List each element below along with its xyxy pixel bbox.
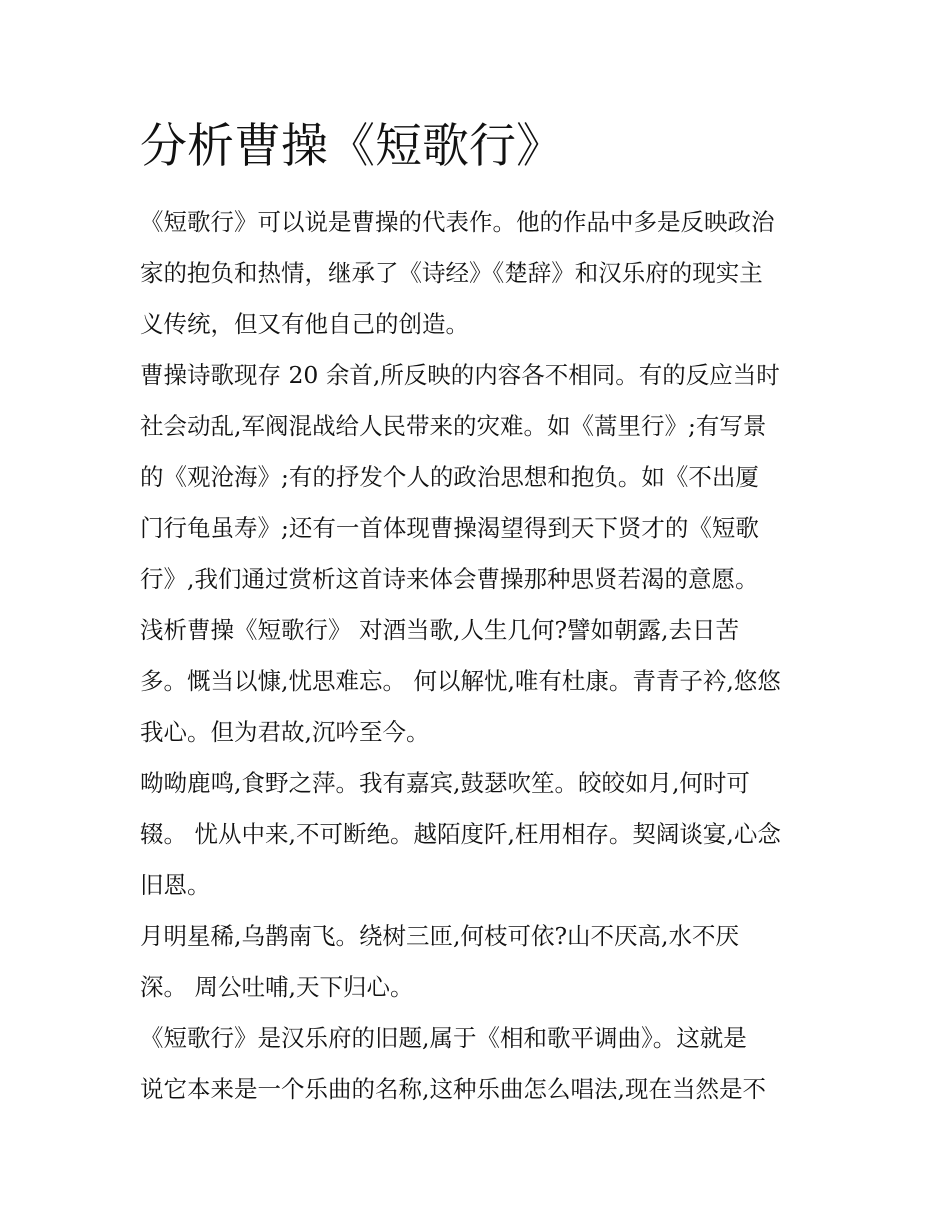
text-line: 的《观沧海》;有的抒发个人的政治思想和抱负。如《不出厦	[140, 463, 759, 491]
text-line: 月明星稀,乌鹊南飞。绕树三匝,何枝可依?山不厌高,水不厌	[140, 922, 740, 950]
text-line: 浅析曹操《短歌行》 对酒当歌,人生几何?譬如朝露,去日苦	[140, 616, 740, 644]
text-line: 说它本来是一个乐曲的名称,这种乐曲怎么唱法,现在当然是不	[140, 1075, 766, 1103]
text-line: 义传统，但又有他自己的创造。	[140, 310, 469, 338]
text-line: 旧恩。	[140, 871, 211, 899]
text-line: 社会动乱,军阀混战给人民带来的灾难。如《蒿里行》;有写景	[140, 412, 767, 440]
text-line: 曹操诗歌现存 20 余首,所反映的内容各不相同。有的反应当时	[140, 361, 780, 389]
text-line: 门行龟虽寿》;还有一首体现曹操渴望得到天下贤才的《短歌	[140, 514, 759, 542]
text-line: 行》,我们通过赏析这首诗来体会曹操那种思贤若渴的意愿。	[140, 565, 759, 593]
document-title: 分析曹操《短歌行》	[140, 119, 563, 174]
text-line: 呦呦鹿鸣,食野之萍。我有嘉宾,鼓瑟吹笙。皎皎如月,何时可	[140, 769, 750, 797]
text-line: 深。 周公吐哺,天下归心。	[140, 973, 414, 1001]
text-line: 多。慨当以慷,忧思难忘。 何以解忧,唯有杜康。青青子衿,悠悠	[140, 667, 781, 695]
text-line: 家的抱负和热情，继承了《诗经》《楚辞》和汉乐府的现实主	[140, 259, 763, 287]
text-line: 辍。 忧从中来,不可断绝。越陌度阡,枉用相存。契阔谈宴,心念	[140, 820, 781, 848]
text-line: 我心。但为君故,沉吟至今。	[140, 718, 430, 746]
text-line: 《短歌行》是汉乐府的旧题,属于《相和歌平调曲》。这就是	[140, 1024, 747, 1052]
document-page	[140, 0, 820, 1229]
text-line: 《短歌行》可以说是曹操的代表作。他的作品中多是反映政治	[140, 208, 775, 236]
